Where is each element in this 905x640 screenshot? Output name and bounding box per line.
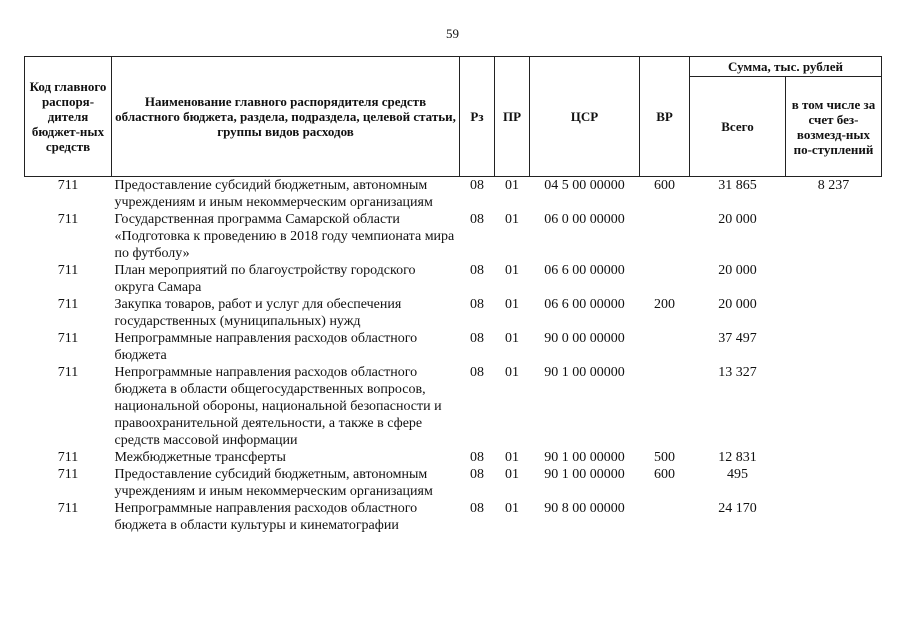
table-row — [25, 449, 882, 466]
cell-gratis — [786, 211, 882, 262]
cell-rz: 08 — [470, 467, 484, 482]
cell-pr: 01 — [505, 467, 519, 482]
cell-rz: 08 — [470, 365, 484, 380]
cell-gratis — [786, 449, 882, 466]
cell-pr: 01 — [505, 450, 519, 465]
cell-name: Межбюджетные трансферты — [114, 450, 286, 465]
cell-total: 20 000 — [718, 263, 757, 278]
cell-csr: 04 5 00 00000 — [544, 178, 625, 193]
cell-rz: 08 — [470, 331, 484, 346]
cell-pr: 01 — [505, 297, 519, 312]
cell-csr: 06 6 00 00000 — [544, 263, 625, 278]
page-number: 59 — [446, 26, 459, 41]
cell-gratis — [786, 466, 882, 500]
cell-name: Непрограммные направления расходов областного бюджета в области культуры и кинематографии — [114, 501, 418, 533]
cell-total: 495 — [727, 467, 748, 482]
cell-name: Закупка товаров, работ и услуг для обеспечения государственных (муниципальных) нужд — [114, 297, 402, 329]
cell-code: 711 — [57, 297, 79, 312]
cell-total: 31 865 — [718, 178, 757, 193]
cell-pr: 01 — [505, 331, 519, 346]
cell-vr — [640, 262, 690, 296]
cell-vr: 500 — [654, 450, 675, 465]
cell-vr — [640, 330, 690, 364]
cell-vr — [640, 500, 690, 534]
cell-name: Предоставление субсидий бюджетным, автономным учреждениям и иным некоммерческим организациям — [114, 467, 433, 499]
table-row — [25, 500, 882, 534]
cell-csr: 90 1 00 00000 — [544, 365, 625, 380]
cell-name: Непрограммные направления расходов областного бюджета — [114, 331, 418, 363]
cell-csr: 90 8 00 00000 — [544, 501, 625, 516]
table-row — [25, 262, 882, 296]
cell-vr — [640, 364, 690, 449]
cell-csr: 06 0 00 00000 — [544, 212, 625, 227]
header-rz: Рз — [460, 57, 495, 177]
cell-gratis — [786, 296, 882, 330]
header-gratis: в том числе за счет без-возмезд-ных по-ступлений — [786, 77, 882, 177]
cell-total: 20 000 — [718, 297, 757, 312]
cell-gratis — [786, 262, 882, 296]
table-row — [25, 466, 882, 500]
cell-pr: 01 — [505, 178, 519, 193]
cell-rz: 08 — [470, 450, 484, 465]
cell-total: 37 497 — [718, 331, 757, 346]
cell-total: 24 170 — [718, 501, 757, 516]
cell-vr: 600 — [654, 178, 675, 193]
cell-code: 711 — [57, 331, 79, 346]
cell-gratis — [786, 330, 882, 364]
cell-gratis: 8 237 — [817, 178, 850, 193]
cell-code: 711 — [57, 263, 79, 278]
cell-vr: 200 — [654, 297, 675, 312]
cell-code: 711 — [57, 501, 79, 516]
cell-gratis — [786, 500, 882, 534]
cell-code: 711 — [57, 450, 79, 465]
cell-csr: 90 1 00 00000 — [544, 467, 625, 482]
cell-csr: 90 0 00 00000 — [544, 331, 625, 346]
table-row — [25, 211, 882, 262]
cell-rz: 08 — [470, 212, 484, 227]
header-code: Код главного распоря-дителя бюджет-ных средств — [25, 57, 112, 177]
cell-gratis — [786, 364, 882, 449]
cell-csr: 06 6 00 00000 — [544, 297, 625, 312]
cell-name: Государственная программа Самарской области «Подготовка к проведению в 2018 году чемпионата мира по футболу» — [114, 212, 455, 261]
cell-rz: 08 — [470, 178, 484, 193]
header-pr: ПР — [495, 57, 530, 177]
table-row — [25, 364, 882, 449]
cell-pr: 01 — [505, 263, 519, 278]
cell-code: 711 — [57, 467, 79, 482]
cell-vr: 600 — [654, 467, 675, 482]
cell-rz: 08 — [470, 501, 484, 516]
cell-total: 12 831 — [718, 450, 757, 465]
cell-vr — [640, 211, 690, 262]
cell-pr: 01 — [505, 365, 519, 380]
cell-pr: 01 — [505, 212, 519, 227]
cell-rz: 08 — [470, 297, 484, 312]
cell-pr: 01 — [505, 501, 519, 516]
cell-name: План мероприятий по благоустройству городского округа Самара — [114, 263, 416, 295]
header-sum: Сумма, тыс. рублей — [690, 57, 882, 77]
cell-name: Непрограммные направления расходов областного бюджета в области общегосударственных вопросов, национальной обороны, национальной безопасности и правоохранительной деятельности, а также в сфере средств массовой информации — [114, 365, 442, 448]
cell-code: 711 — [57, 178, 79, 193]
header-total: Всего — [690, 77, 786, 177]
cell-name: Предоставление субсидий бюджетным, автономным учреждениям и иным некоммерческим организациям — [114, 178, 433, 210]
cell-rz: 08 — [470, 263, 484, 278]
table-row — [25, 330, 882, 364]
cell-code: 711 — [57, 365, 79, 380]
table-body — [25, 177, 882, 535]
cell-total: 20 000 — [718, 212, 757, 227]
budget-table — [24, 56, 882, 534]
header-name: Наименование главного распорядителя средств областного бюджета, раздела, подраздела, целевой статьи, группы видов расходов — [112, 57, 460, 177]
cell-code: 711 — [57, 212, 79, 227]
cell-csr: 90 1 00 00000 — [544, 450, 625, 465]
table-row — [25, 177, 882, 212]
table-row — [25, 296, 882, 330]
cell-total: 13 327 — [718, 365, 757, 380]
header-csr: ЦСР — [530, 57, 640, 177]
header-vr: ВР — [640, 57, 690, 177]
